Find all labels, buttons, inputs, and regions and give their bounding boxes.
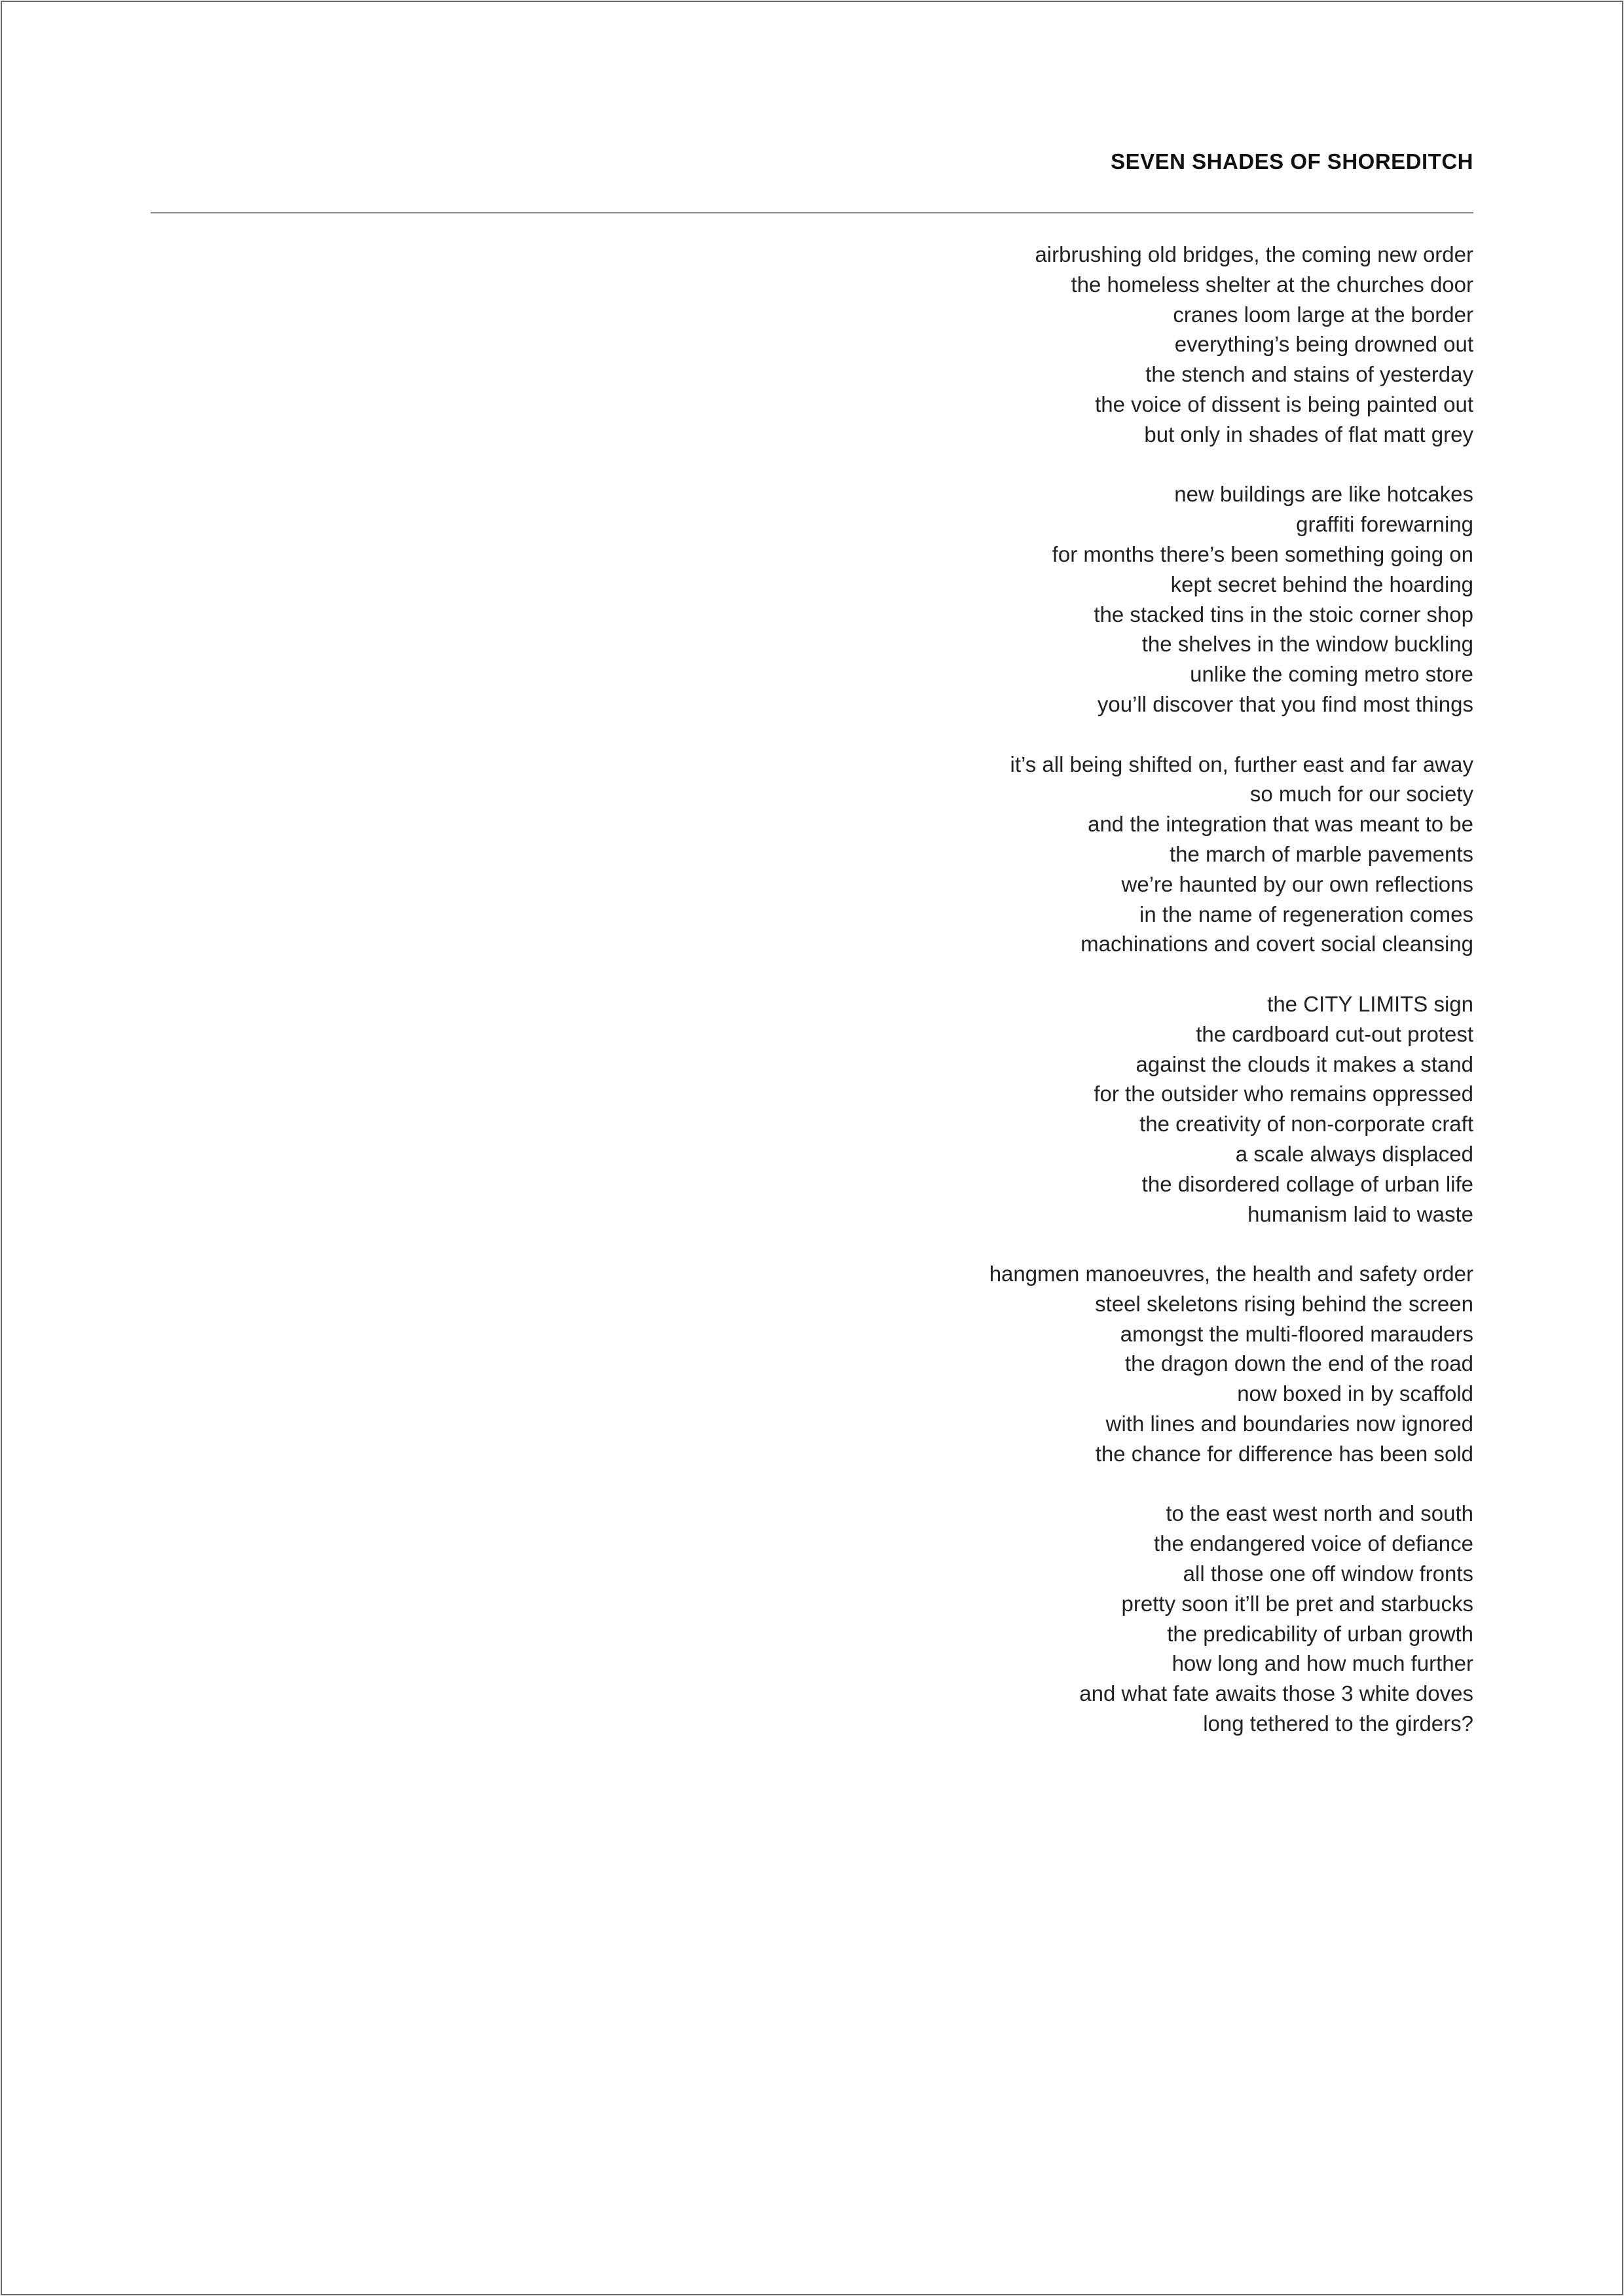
poem-line: machinations and covert social cleansing (1080, 932, 1473, 957)
poem-stanza (688, 1259, 1473, 1469)
poem-stanza (688, 750, 1473, 960)
poem-line: for months there’s been something going on (1052, 541, 1473, 566)
poem-line: everything’s being drowned out (1174, 332, 1473, 357)
poem-stanza (688, 479, 1473, 719)
poem-line: in the name of regeneration comes (1139, 902, 1473, 926)
poem-line: the dragon down the end of the road (1124, 1351, 1473, 1376)
poem-line: and what fate awaits those 3 white doves (1079, 1681, 1473, 1706)
poem-line: the voice of dissent is being painted out (1095, 392, 1473, 416)
poem-title: SEVEN SHADES OF SHOREDITCH (1111, 149, 1473, 173)
poem-line: the disordered collage of urban life (1141, 1171, 1473, 1196)
poem-stanza (688, 240, 1473, 450)
poem-line: the CITY LIMITS sign (1267, 991, 1473, 1016)
poem-line: to the east west north and south (1166, 1501, 1473, 1526)
poem-line: the stench and stains of yesterday (1145, 362, 1473, 387)
poem-line: the cardboard cut-out protest (1196, 1021, 1473, 1046)
poem-body (688, 240, 1473, 1769)
poem-line: the predicability of urban growth (1167, 1621, 1473, 1646)
poem-line: for the outsider who remains oppressed (1094, 1082, 1473, 1106)
poem-line: it’s all being shifted on, further east and far away (1010, 752, 1473, 776)
poem-line: a scale always displaced (1235, 1141, 1473, 1166)
poem-line: steel skeletons rising behind the screen (1095, 1291, 1473, 1316)
poem-stanza (688, 989, 1473, 1229)
poem-line: now boxed in by scaffold (1237, 1381, 1473, 1406)
poem-line: hangmen manoeuvres, the health and safety order (989, 1262, 1473, 1286)
poem-line: against the clouds it makes a stand (1135, 1051, 1473, 1076)
poem-line: amongst the multi-floored marauders (1120, 1321, 1473, 1346)
poem-line: you’ll discover that you find most things (1097, 691, 1473, 716)
poem-line: new buildings are like hotcakes (1174, 482, 1473, 507)
poem-line: airbrushing old bridges, the coming new order (1035, 242, 1473, 266)
poem-line: the chance for difference has been sold (1095, 1441, 1473, 1466)
poem-line: we’re haunted by our own reflections (1121, 871, 1473, 896)
poem-line: the creativity of non-corporate craft (1139, 1112, 1473, 1137)
poem-line: the shelves in the window buckling (1141, 632, 1473, 657)
poem-line: with lines and boundaries now ignored (1105, 1412, 1473, 1436)
poem-line: but only in shades of flat matt grey (1144, 422, 1473, 446)
poem-line: kept secret behind the hoarding (1170, 572, 1473, 596)
poem-line: the march of marble pavements (1169, 841, 1473, 866)
poem-line: all those one off window fronts (1183, 1561, 1473, 1586)
poem-line: graffiti forewarning (1296, 512, 1473, 537)
poem-line: pretty soon it’ll be pret and starbucks (1121, 1591, 1473, 1616)
poem-line: humanism laid to waste (1247, 1201, 1473, 1226)
poem-line: how long and how much further (1172, 1651, 1473, 1676)
poem-stanza (688, 1499, 1473, 1738)
poem-line: the homeless shelter at the churches door (1071, 272, 1473, 297)
title-divider (151, 212, 1473, 213)
poem-line: and the integration that was meant to be (1088, 812, 1473, 837)
poem-line: the stacked tins in the stoic corner shop (1094, 602, 1473, 627)
poem-line: unlike the coming metro store (1190, 662, 1473, 687)
poem-line: long tethered to the girders? (1203, 1711, 1473, 1736)
poem-line: cranes loom large at the border (1173, 302, 1473, 327)
poem-line: so much for our society (1249, 782, 1473, 807)
poem-line: the endangered voice of defiance (1153, 1531, 1473, 1556)
